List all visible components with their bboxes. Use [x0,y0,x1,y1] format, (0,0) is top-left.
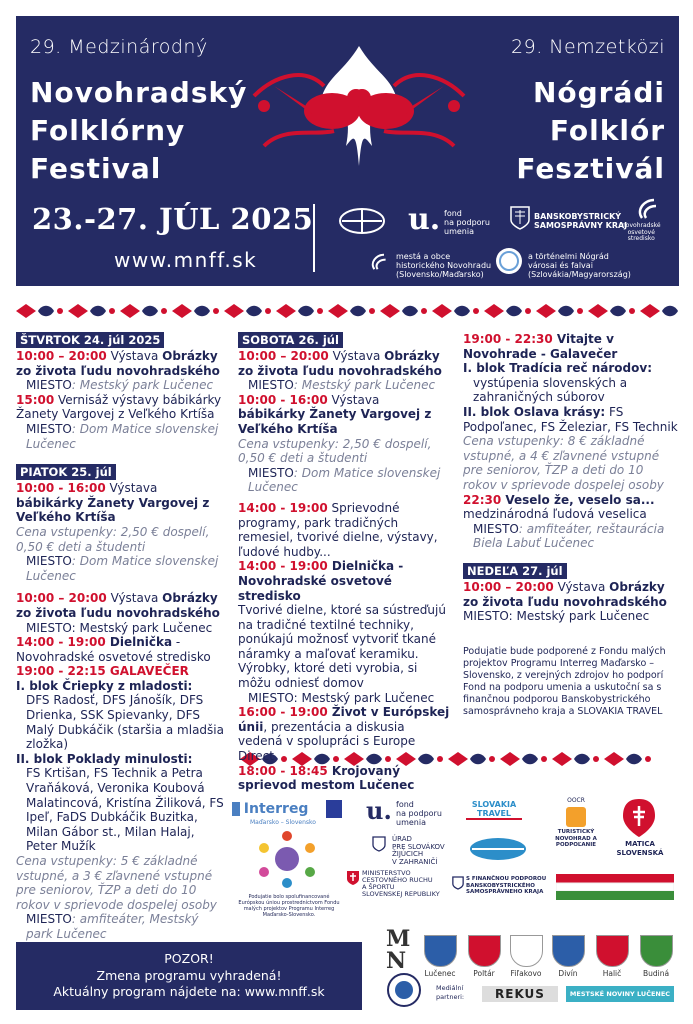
interreg-logo: Interreg Maďarsko – Slovensko [232,800,342,827]
right-subtitle: 29. Nemzetközi [511,36,665,58]
day-thursday: ŠTVRTOK 24. júl 2025 [16,332,164,348]
matica-emblem-icon [622,798,656,838]
town-label: Halič [602,969,622,978]
right-title: Nógrádi Folklór Fesztivál [516,76,665,185]
block-title: II. blok Oslava krásy: FS Podpoľanec, FS Železiar, FS Technik [463,404,678,434]
event-item: 10:00 - 16:00 Výstava bábikárky Žanety Vargovej z Veľkého Krtíša [16,481,210,525]
event-item: 10:00 – 20:00 Výstava Obrázky zo života ľudu novohradského [463,579,667,609]
left-subtitle: 29. Medzinárodný [30,36,208,58]
towns-sk-text: mestá a obce historického Novohradu (Slovensko/Maďarsko) [396,252,492,279]
event-item: 14:00 - 19:00 Dielnička - Novohradské osvetové stredisko [16,635,211,664]
block-title: II. blok Poklady minulosti: [16,751,193,766]
event-place: MIESTO: Mestský park Lučenec [248,690,435,705]
bbsk-logo-text: BANSKOBYSTRICKÝ SAMOSPRÁVNY KRAJ [534,212,628,230]
block-text: DFS Radosť, DFS Jánošík, DFS Drienka, SSK Spievanky, DFS Malý Dubkáčik (staršia a mladšia zložka) [26,693,224,752]
interreg-people-icon [252,828,322,890]
mng-logo-icon: M N [386,926,408,974]
event-place: MIESTO: amfiteáter, Mestský park Lučenec [26,912,199,941]
bbsk-sponsor-text: S FINANČNOU PODPOROU BANSKOBYSTRICKÉHO SAMOSPRÁVNEHO KRAJA [466,876,547,895]
ribbon-logo-icon [468,836,528,862]
event-item: 19:00 - 22:15 GALAVEČER [16,664,189,679]
left-title: Novohradský Folklórny Festival [30,76,248,185]
town-crest-divin [552,935,585,967]
rekus-logo: REKUS [482,986,558,1002]
block-title: I. blok Čriepky z mladosti: [16,678,193,693]
event-item: 10:00 – 20:00 Výstava Obrázky zo života ľudu novohradského [238,349,442,378]
media-partners-label: Mediální partneri: [436,984,465,1001]
town-crest-halic [596,935,629,967]
block-text: FS Krtišan, FS Technik a Petra Vraňáková, Veronika Koubová Malatincová, Kristína Žiliková, FS Ipeľ, FaDS Dubkáčik Buzitka, Milan Gábor st., Milan Halaj, Peter Mužík [26,766,224,854]
day-sunday: NEDEĽA 27. júl [463,563,567,579]
fund-logo-icon: u. [366,796,392,825]
urad-text: ÚRAD PRE SLOVÁKOV ŽIJÚCICH V ZAHRANIČÍ [392,835,445,866]
noviny-logo: MESTSKÉ NOVINY LUČENEC [566,986,674,1002]
town-label: Lučenec [424,969,456,978]
town-label: Fiľakovo [510,969,542,978]
event-item: 18:00 - 18:45 Krojovaný sprievod mestom Lučenec [238,763,415,793]
town-label: Divín [558,969,578,978]
oocr-flower-icon [566,807,586,827]
hungarian-flag-icon [556,874,674,900]
nos-small-icon [368,250,392,274]
event-place: MIESTO: Dom Matice slovenskej Lučenec [26,421,219,451]
event-item: 14:00 - 19:00 Sprievodné programy, park tradičných remesiel, tvorivé dielne, výstavy, ľudové hudby... [238,500,438,559]
town-crest-poltar [468,935,501,967]
fund-logo-text-bottom: fond na podporu umenia [396,800,442,827]
program-column-3 [463,332,679,718]
town-label: Poltár [473,969,495,978]
bbsk-crest-small-icon [452,876,464,890]
event-place: MIESTO: Mestský park Lučenec [463,609,650,624]
event-price: Cena vstupenky: 2,50 € dospelí, 0,50 € deti a študenti [16,524,210,554]
ministerstvo-text: MINISTERSTVO CESTOVNÉHO RUCHU A ŠPORTU SLOVENSKEJ REPUBLIKY [362,869,440,898]
event-description: Tvorivé dielne, ktoré sa sústreďujú na tradičné textilné techniky, ponúkajú možnosť vytvoriť tkané náramky a maľovať keramiku. Výrobky, ktoré deti vyrobia, si môžu odniesť domov [238,603,446,691]
event-place: MIESTO: Mestský park Lučenec [26,378,214,393]
block-title: I. blok Tradícia reč národov: [463,361,652,376]
globe-logo-icon [338,206,386,236]
town-crest-budina [640,935,673,967]
town-crest-filakovo [510,935,543,967]
event-place: MIESTO: amfiteáter, reštaurácia Biela Labuť Lučenec [473,521,665,551]
program-column-1 [16,332,226,942]
town-label: Budiná [642,969,670,978]
header-divider [313,204,315,272]
festival-url[interactable]: www.mnff.sk [114,248,258,272]
event-item: 14:00 - 19:00 Dielnička - Novohradské osvetové stredisko [238,559,404,603]
urad-crest-icon [372,836,386,852]
oocr-logo: OOCR TURISTICKÝ NOVOHRAD A PODPOĽANIE [555,797,597,848]
nos-logo-icon [634,196,664,222]
event-price: Cena vstupenky: 5 € základné vstupné, a 3 € zľavnené vstupné pre seniorov, ŤZP a deti do 10 rokov v sprievode dospelej osoby [16,854,217,912]
towns-hu-text: a történelmi Nógrád városai és falvai (Szlovákia/Magyarország) [528,252,631,279]
event-item: 10:00 – 20:00 Výstava Obrázky zo života ľudu novohradského [16,591,220,620]
event-place: MIESTO: Mestský park Lučenec [248,378,436,393]
event-place: MIESTO: Dom Matice slovenskej Lučenec [248,465,441,495]
notice-box: POZOR! Zmena programu vyhradená! Aktuálny program nájdete na: www.mnff.sk [16,942,362,1010]
event-item: 19:00 - 22:30 Vitajte v Novohrade - Galavečer [463,332,618,361]
day-saturday: SOBOTA 26. júl [238,332,343,348]
block-text: vystúpenia slovenských a zahraničných súborov [473,375,628,405]
event-place: MIESTO: Mestský park Lučenec [26,620,213,635]
event-place: MIESTO: Dom Matice slovenskej Lučenec [26,554,219,583]
slovakia-travel-logo: SLOVAKIA TRAVEL [466,800,522,820]
event-item: 16:00 - 19:00 Život v Európskej únii, prezentácia a diskusia vedená v spolupráci s Europe Direct [238,705,450,764]
ornament-band-top [16,300,679,322]
event-price: Cena vstupenky: 8 € základné vstupné, a 4 € zľavnené vstupné pre seniorov, ŤZP a deti do 10 rokov v sprievode dospelej osoby [463,434,664,492]
fund-u-logo-icon: u. [408,202,441,237]
event-item: 10:00 - 16:00 Výstava bábikárky Žanety Vargovej z Veľkého Krtíša [238,392,432,436]
program-column-2 [238,332,450,793]
festival-dates: 23.-27. JÚL 2025 [32,202,314,236]
funding-note: Podujatie bude podporené z Fondu malých projektov Programu Interreg Maďarsko – Slovensko, z verejných zdrojov ho podporí Fond na podporu umenia a uskutoční sa s finančnou podporou Banskobystrického samosprávneho kraja a SLOVAKIA TRAVEL [463,645,666,717]
matica-text: MATICA SLOVENSKÁ [616,840,664,857]
event-item: 15:00 Vernisáž výstavy bábikárky Žanety Vargovej z Veľkého Krtíša [16,392,222,422]
event-price: Cena vstupenky: 2,50 € dospelí, 0,50 € deti a študenti [238,436,432,466]
nos-logo-text: novohradské osvetové stredisko [622,222,661,242]
day-friday: PIATOK 25. júl [16,464,116,480]
event-item: 22:30 Veselo že, veselo sa... medzinárodná ľudová veselica [463,492,655,522]
towns-seal-icon [494,246,524,276]
eu-flag-icon [326,800,342,818]
bbsk-crest-icon [510,206,530,230]
seal-logo-icon [386,972,422,1008]
town-crest-lucenec [424,935,457,967]
birds-emblem-icon [234,36,484,186]
interreg-note: Podujatie bolo spolufinancované Európskou úniou prostredníctvom Fondu malých projektov Programu Interreg Maďarsko-Slovensko. [238,894,340,918]
ministerstvo-crest-icon [346,870,360,886]
header-banner [16,16,679,286]
interreg-square-icon [232,802,240,816]
fund-logo-text: fond na podporu umenia [444,209,490,236]
event-item: 10:00 – 20:00 Výstava Obrázky zo života ľudu novohradského [16,349,220,378]
